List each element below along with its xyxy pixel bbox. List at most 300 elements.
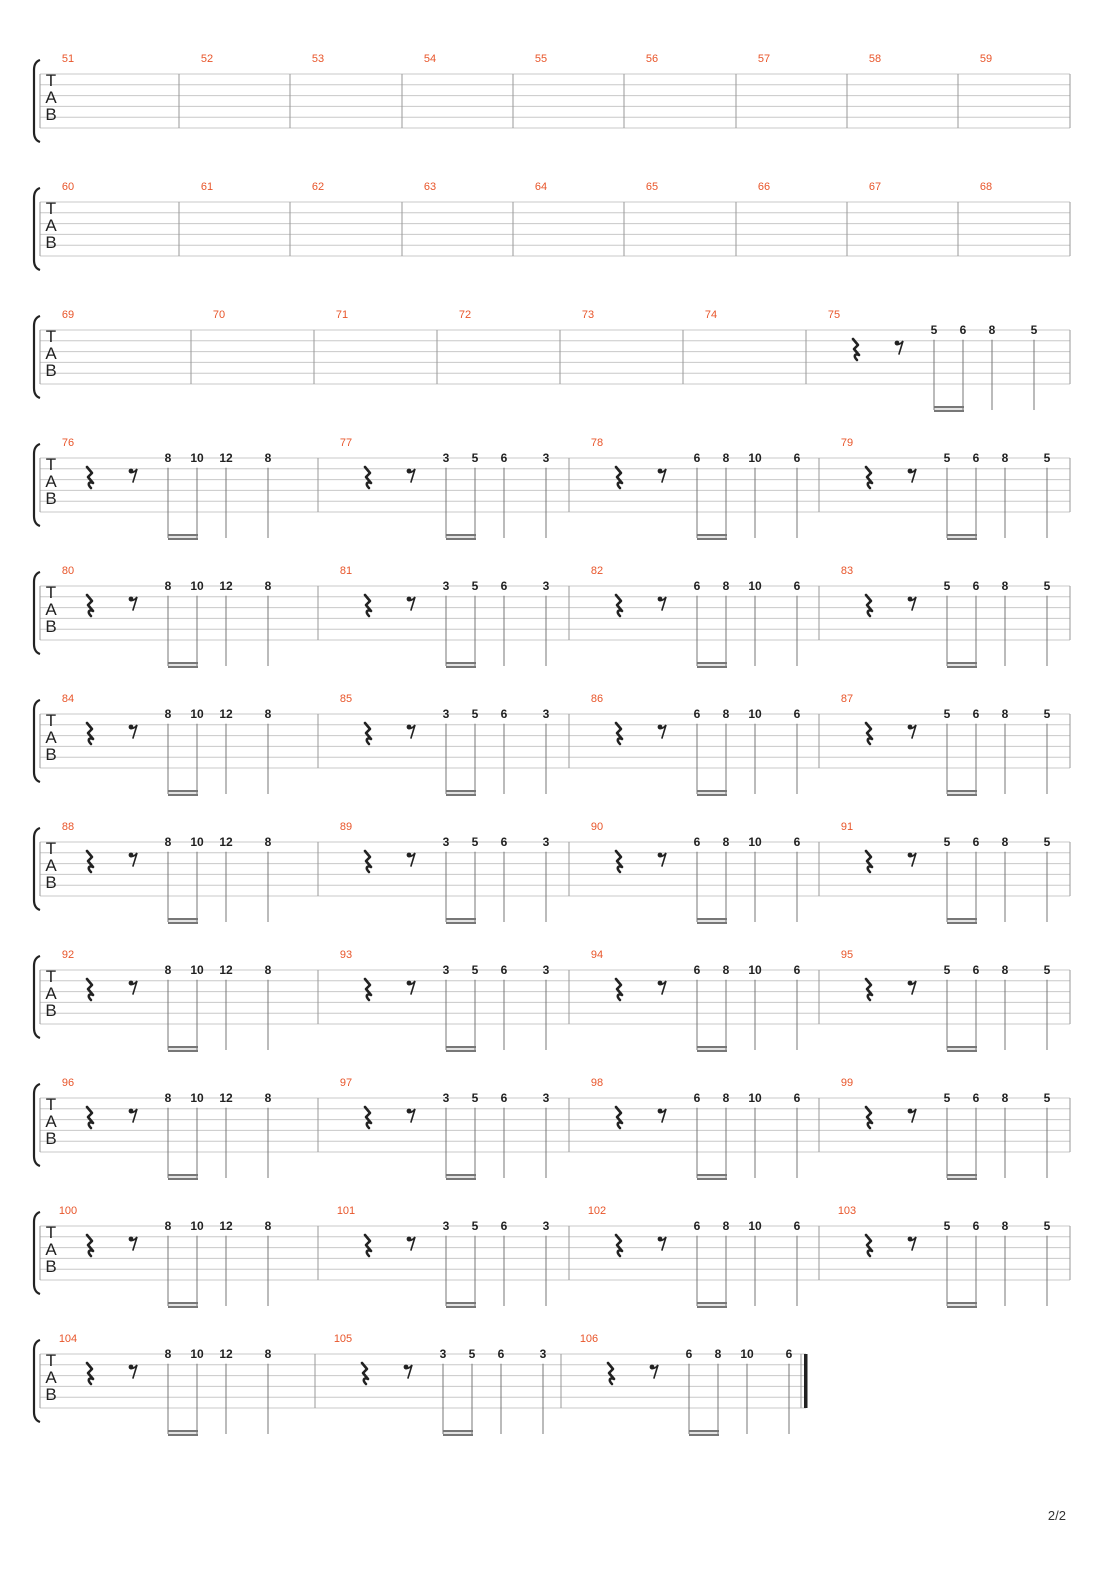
beam: [947, 666, 977, 668]
measure-number: 82: [590, 565, 604, 577]
measure-number: 100: [58, 1205, 78, 1217]
measure-number: 62: [311, 181, 325, 193]
fret-number: 8: [722, 835, 730, 849]
fret-number: 6: [972, 707, 980, 721]
quarter-rest: [616, 851, 622, 872]
beam: [697, 1174, 727, 1176]
fret-number: 6: [497, 1347, 505, 1361]
beam: [947, 534, 977, 536]
tab-system: [34, 1205, 1070, 1308]
beam: [446, 538, 476, 540]
beam: [697, 1050, 727, 1052]
fret-number: 8: [1001, 1091, 1009, 1105]
measure-number: 88: [61, 821, 75, 833]
measure-number: 58: [868, 53, 882, 65]
fret-number: 8: [164, 1091, 172, 1105]
measure-number: 54: [423, 53, 437, 65]
final-barline: [804, 1354, 808, 1408]
fret-number: 5: [1043, 707, 1051, 721]
fret-number: 5: [468, 1347, 476, 1361]
beam: [947, 1178, 977, 1180]
fret-number: 6: [972, 835, 980, 849]
fret-number: 8: [1001, 835, 1009, 849]
fret-number: 8: [164, 835, 172, 849]
tab-clef-letter: B: [45, 1385, 57, 1404]
tab-system: [34, 309, 1070, 412]
quarter-rest: [866, 979, 872, 1000]
fret-number: 8: [264, 1091, 272, 1105]
measure-number: 57: [757, 53, 771, 65]
beam: [947, 662, 977, 664]
fret-number: 3: [442, 579, 450, 593]
tab-system: [34, 693, 1070, 796]
quarter-rest: [866, 595, 872, 616]
tab-system: [34, 181, 1070, 270]
measure-number: 92: [61, 949, 75, 961]
beam: [446, 1050, 476, 1052]
tab-system: [34, 821, 1070, 924]
fret-number: 5: [1043, 1219, 1051, 1233]
fret-number: 8: [988, 323, 996, 337]
quarter-rest: [866, 1235, 872, 1256]
tab-clef-letter: A: [45, 600, 57, 619]
fret-number: 3: [439, 1347, 447, 1361]
measure-number: 106: [579, 1333, 599, 1345]
fret-number: 5: [471, 963, 479, 977]
system-bracket: [34, 1212, 40, 1294]
measure-number: 97: [339, 1077, 353, 1089]
fret-number: 5: [943, 707, 951, 721]
tab-clef-letter: T: [45, 71, 57, 90]
quarter-rest: [853, 339, 859, 360]
fret-number: 8: [722, 1091, 730, 1105]
quarter-rest: [616, 1235, 622, 1256]
quarter-rest: [87, 595, 93, 616]
measure-number: 61: [200, 181, 214, 193]
measure-number: 65: [645, 181, 659, 193]
measure-number: 96: [61, 1077, 75, 1089]
fret-number: 10: [190, 1091, 204, 1105]
beam: [697, 1178, 727, 1180]
measure-number: 60: [61, 181, 75, 193]
measure-number: 90: [590, 821, 604, 833]
tab-system: [34, 53, 1070, 142]
measure-number: 66: [757, 181, 771, 193]
fret-number: 8: [264, 1347, 272, 1361]
fret-number: 6: [972, 451, 980, 465]
fret-number: 3: [442, 451, 450, 465]
tab-system: [34, 565, 1070, 668]
fret-number: 8: [714, 1347, 722, 1361]
fret-number: 3: [442, 835, 450, 849]
beam: [947, 922, 977, 924]
beam: [443, 1434, 473, 1436]
tab-clef-letter: A: [45, 728, 57, 747]
beam: [443, 1430, 473, 1432]
fret-number: 8: [164, 451, 172, 465]
tab-clef-letter: A: [45, 472, 57, 491]
measure-number: 86: [590, 693, 604, 705]
fret-number: 6: [693, 963, 701, 977]
tab-clef-letter: B: [45, 745, 57, 764]
measure-number: 84: [61, 693, 75, 705]
system-bracket: [34, 316, 40, 398]
fret-number: 3: [542, 451, 550, 465]
beam: [446, 1178, 476, 1180]
fret-number: 6: [500, 963, 508, 977]
tab-clef-letter: B: [45, 617, 57, 636]
fret-number: 8: [722, 963, 730, 977]
fret-number: 6: [693, 707, 701, 721]
quarter-rest: [616, 979, 622, 1000]
tab-system: [34, 949, 1070, 1052]
fret-number: 12: [219, 1347, 233, 1361]
beam: [168, 794, 198, 796]
fret-number: 6: [685, 1347, 693, 1361]
fret-number: 3: [539, 1347, 547, 1361]
fret-number: 12: [219, 963, 233, 977]
measure-number: 76: [61, 437, 75, 449]
beam: [934, 406, 964, 408]
quarter-rest: [365, 1235, 371, 1256]
tab-clef-letter: B: [45, 1257, 57, 1276]
beam: [446, 1174, 476, 1176]
beam: [168, 662, 198, 664]
tab-clef-letter: T: [45, 1351, 57, 1370]
fret-number: 6: [500, 1091, 508, 1105]
quarter-rest: [87, 1363, 93, 1384]
quarter-rest: [87, 851, 93, 872]
beam: [446, 790, 476, 792]
beam: [697, 918, 727, 920]
beam: [947, 1306, 977, 1308]
fret-number: 10: [748, 579, 762, 593]
beam: [947, 1302, 977, 1304]
fret-number: 6: [793, 1091, 801, 1105]
fret-number: 6: [959, 323, 967, 337]
measure-number: 87: [840, 693, 854, 705]
quarter-rest: [616, 723, 622, 744]
fret-number: 3: [542, 579, 550, 593]
beam: [446, 666, 476, 668]
system-bracket: [34, 60, 40, 142]
measure-number: 53: [311, 53, 325, 65]
fret-number: 6: [500, 579, 508, 593]
beam: [697, 1306, 727, 1308]
tab-clef-letter: B: [45, 233, 57, 252]
quarter-rest: [616, 595, 622, 616]
quarter-rest: [87, 723, 93, 744]
tab-clef-letter: A: [45, 1240, 57, 1259]
fret-number: 6: [693, 451, 701, 465]
fret-number: 8: [264, 1219, 272, 1233]
beam: [168, 534, 198, 536]
beam: [168, 1306, 198, 1308]
fret-number: 3: [442, 1219, 450, 1233]
beam: [697, 1046, 727, 1048]
fret-number: 6: [500, 1219, 508, 1233]
tab-clef-letter: B: [45, 361, 57, 380]
fret-number: 12: [219, 451, 233, 465]
beam: [697, 538, 727, 540]
measure-number: 102: [587, 1205, 607, 1217]
beam: [168, 922, 198, 924]
fret-number: 6: [972, 1091, 980, 1105]
measure-number: 71: [335, 309, 349, 321]
fret-number: 5: [471, 1091, 479, 1105]
fret-number: 3: [442, 707, 450, 721]
tab-clef-letter: T: [45, 1095, 57, 1114]
fret-number: 6: [785, 1347, 793, 1361]
fret-number: 8: [722, 451, 730, 465]
fret-number: 5: [1043, 835, 1051, 849]
beam: [168, 1178, 198, 1180]
measure-number: 68: [979, 181, 993, 193]
beam: [168, 1434, 198, 1436]
fret-number: 5: [943, 1219, 951, 1233]
tab-clef-letter: A: [45, 344, 57, 363]
tab-clef-letter: B: [45, 1129, 57, 1148]
beam: [947, 790, 977, 792]
measure-number: 63: [423, 181, 437, 193]
tab-clef-letter: T: [45, 327, 57, 346]
beam: [947, 794, 977, 796]
fret-number: 3: [542, 707, 550, 721]
measure-number: 69: [61, 309, 75, 321]
beam: [168, 666, 198, 668]
measure-number: 73: [581, 309, 595, 321]
quarter-rest: [616, 467, 622, 488]
fret-number: 8: [1001, 1219, 1009, 1233]
fret-number: 12: [219, 835, 233, 849]
beam: [446, 794, 476, 796]
measure-number: 74: [704, 309, 718, 321]
quarter-rest: [866, 1107, 872, 1128]
beam: [168, 918, 198, 920]
fret-number: 5: [1043, 963, 1051, 977]
beam: [168, 1046, 198, 1048]
beam: [446, 918, 476, 920]
tab-clef-letter: A: [45, 216, 57, 235]
measure-number: 80: [61, 565, 75, 577]
fret-number: 6: [793, 707, 801, 721]
tab-clef-letter: T: [45, 455, 57, 474]
fret-number: 5: [930, 323, 938, 337]
measure-number: 98: [590, 1077, 604, 1089]
fret-number: 8: [164, 963, 172, 977]
fret-number: 12: [219, 1219, 233, 1233]
fret-number: 8: [164, 579, 172, 593]
fret-number: 6: [693, 1219, 701, 1233]
quarter-rest: [362, 1363, 368, 1384]
beam: [689, 1434, 719, 1436]
measure-number: 99: [840, 1077, 854, 1089]
beam: [947, 1174, 977, 1176]
measure-number: 104: [58, 1333, 78, 1345]
quarter-rest: [87, 467, 93, 488]
fret-number: 6: [693, 579, 701, 593]
fret-number: 6: [972, 963, 980, 977]
fret-number: 5: [471, 835, 479, 849]
fret-number: 8: [722, 1219, 730, 1233]
fret-number: 6: [693, 1091, 701, 1105]
measure-number: 72: [458, 309, 472, 321]
system-bracket: [34, 572, 40, 654]
beam: [697, 1302, 727, 1304]
beam: [168, 538, 198, 540]
beam: [168, 1430, 198, 1432]
measure-number: 105: [333, 1333, 353, 1345]
quarter-rest: [866, 467, 872, 488]
fret-number: 5: [1043, 579, 1051, 593]
fret-number: 10: [190, 707, 204, 721]
fret-number: 8: [264, 707, 272, 721]
measure-number: 75: [827, 309, 841, 321]
fret-number: 6: [793, 451, 801, 465]
fret-number: 8: [1001, 451, 1009, 465]
fret-number: 6: [793, 1219, 801, 1233]
fret-number: 3: [442, 1091, 450, 1105]
fret-number: 8: [164, 707, 172, 721]
measure-number: 51: [61, 53, 75, 65]
fret-number: 3: [442, 963, 450, 977]
beam: [168, 1302, 198, 1304]
fret-number: 8: [1001, 963, 1009, 977]
beam: [947, 538, 977, 540]
fret-number: 5: [471, 451, 479, 465]
measure-number: 94: [590, 949, 604, 961]
fret-number: 10: [748, 707, 762, 721]
tab-clef-letter: A: [45, 1368, 57, 1387]
beam: [934, 410, 964, 412]
fret-number: 10: [190, 963, 204, 977]
beam: [446, 662, 476, 664]
fret-number: 12: [219, 1091, 233, 1105]
tab-clef-letter: T: [45, 1223, 57, 1242]
quarter-rest: [866, 723, 872, 744]
quarter-rest: [365, 723, 371, 744]
beam: [168, 1050, 198, 1052]
fret-number: 10: [748, 963, 762, 977]
fret-number: 3: [542, 1219, 550, 1233]
fret-number: 5: [1043, 451, 1051, 465]
beam: [947, 918, 977, 920]
fret-number: 10: [190, 579, 204, 593]
fret-number: 6: [793, 579, 801, 593]
quarter-rest: [365, 979, 371, 1000]
system-bracket: [34, 1084, 40, 1166]
fret-number: 5: [1043, 1091, 1051, 1105]
fret-number: 3: [542, 963, 550, 977]
beam: [697, 666, 727, 668]
beam: [168, 1174, 198, 1176]
beam: [446, 1306, 476, 1308]
fret-number: 10: [748, 451, 762, 465]
beam: [697, 922, 727, 924]
fret-number: 6: [793, 835, 801, 849]
tab-clef-letter: A: [45, 984, 57, 1003]
measure-number: 59: [979, 53, 993, 65]
system-bracket: [34, 700, 40, 782]
quarter-rest: [365, 1107, 371, 1128]
tab-system: [34, 1077, 1070, 1180]
measure-number: 95: [840, 949, 854, 961]
fret-number: 5: [471, 579, 479, 593]
fret-number: 10: [748, 1091, 762, 1105]
fret-number: 12: [219, 707, 233, 721]
fret-number: 5: [943, 835, 951, 849]
measure-number: 79: [840, 437, 854, 449]
measure-number: 64: [534, 181, 548, 193]
quarter-rest: [87, 979, 93, 1000]
beam: [697, 790, 727, 792]
measure-number: 83: [840, 565, 854, 577]
fret-number: 8: [722, 579, 730, 593]
measure-number: 93: [339, 949, 353, 961]
fret-number: 3: [542, 1091, 550, 1105]
system-bracket: [34, 444, 40, 526]
quarter-rest: [608, 1363, 614, 1384]
page-number: 2/2: [1047, 1508, 1066, 1523]
measure-number: 91: [840, 821, 854, 833]
tab-clef-letter: T: [45, 967, 57, 986]
measure-number: 78: [590, 437, 604, 449]
fret-number: 10: [740, 1347, 754, 1361]
tab-clef-letter: B: [45, 1001, 57, 1020]
fret-number: 5: [943, 451, 951, 465]
beam: [446, 1302, 476, 1304]
fret-number: 6: [972, 1219, 980, 1233]
beam: [697, 534, 727, 536]
fret-number: 10: [190, 1347, 204, 1361]
fret-number: 5: [943, 963, 951, 977]
tab-clef-letter: B: [45, 489, 57, 508]
quarter-rest: [866, 851, 872, 872]
tab-clef-letter: B: [45, 873, 57, 892]
fret-number: 8: [264, 451, 272, 465]
measure-number: 81: [339, 565, 353, 577]
fret-number: 6: [500, 835, 508, 849]
fret-number: 8: [1001, 707, 1009, 721]
tab-clef-letter: B: [45, 105, 57, 124]
fret-number: 12: [219, 579, 233, 593]
quarter-rest: [87, 1107, 93, 1128]
tab-clef-letter: A: [45, 856, 57, 875]
fret-number: 10: [190, 1219, 204, 1233]
system-bracket: [34, 1340, 40, 1422]
fret-number: 8: [722, 707, 730, 721]
system-bracket: [34, 828, 40, 910]
fret-number: 8: [264, 963, 272, 977]
beam: [446, 922, 476, 924]
measure-number: 89: [339, 821, 353, 833]
tab-clef-letter: A: [45, 1112, 57, 1131]
fret-number: 8: [1001, 579, 1009, 593]
fret-number: 3: [542, 835, 550, 849]
system-bracket: [34, 956, 40, 1038]
system-bracket: [34, 188, 40, 270]
fret-number: 6: [693, 835, 701, 849]
tab-system: [34, 437, 1070, 540]
fret-number: 8: [264, 835, 272, 849]
beam: [446, 534, 476, 536]
beam: [947, 1046, 977, 1048]
fret-number: 10: [748, 835, 762, 849]
fret-number: 10: [748, 1219, 762, 1233]
measure-number: 101: [336, 1205, 356, 1217]
fret-number: 5: [943, 1091, 951, 1105]
fret-number: 5: [471, 1219, 479, 1233]
